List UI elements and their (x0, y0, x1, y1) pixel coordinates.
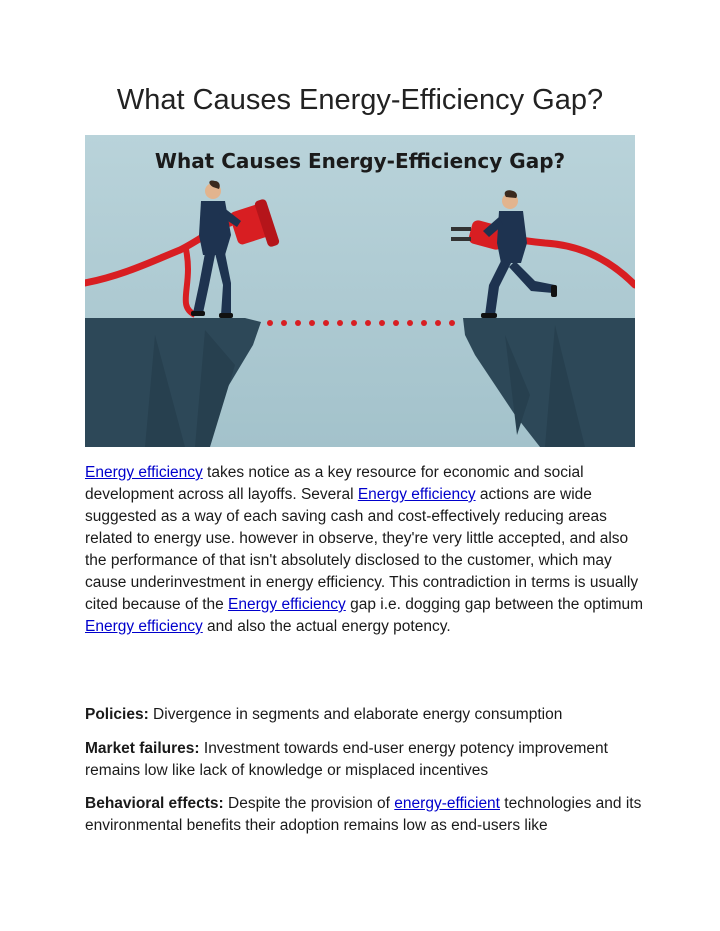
policies-text: Divergence in segments and elaborate energy consumption (148, 706, 563, 723)
behavioral-text-2: technologies and its environmental benefits their adoption remains low as end-users like (85, 795, 642, 834)
energy-efficiency-link-3[interactable]: Energy efficiency (228, 596, 346, 613)
intro-paragraph (85, 462, 645, 638)
energy-efficiency-link-1[interactable]: Energy efficiency (85, 464, 203, 481)
policies-item (85, 704, 645, 726)
paragraph-text-3: gap i.e. dogging gap between the optimum (345, 596, 644, 613)
paragraph-text-2: actions are wide suggested as a way of each saving cash and cost-effectively reducing areas related to energy use. however in observe, they're very little accepted, and also the performance of that isn't absolutely disclosed to the customer, which may cause underinvestment in energy efficiency. This contradiction in terms is usually cited because of the (85, 486, 639, 613)
behavioral-effects-label: Behavioral effects: (85, 795, 224, 812)
energy-efficiency-link-2[interactable]: Energy efficiency (357, 486, 476, 503)
behavioral-text-1: Despite the provision of (223, 795, 395, 812)
hero-image (85, 135, 635, 447)
paragraph-text-1: takes notice as a key resource for economic and social development across all layoffs. Several (85, 464, 584, 503)
behavioral-effects-item (85, 793, 645, 837)
paragraph-text-4: and also the actual energy potency. (202, 618, 451, 635)
market-failures-label: Market failures: (85, 740, 200, 757)
energy-efficient-link[interactable]: energy-efficient (394, 795, 500, 812)
hero-caption: What Causes Energy-Efficiency Gap? (154, 149, 566, 173)
market-failures-item (85, 738, 645, 782)
market-failures-text: Investment towards end-user energy potency improvement remains low like lack of knowledge or misplaced incentives (85, 740, 608, 779)
policies-label: Policies: (85, 706, 149, 723)
page-title: What Causes Energy-Efficiency Gap? (116, 84, 604, 116)
energy-efficiency-link-4[interactable]: Energy efficiency (85, 618, 203, 635)
